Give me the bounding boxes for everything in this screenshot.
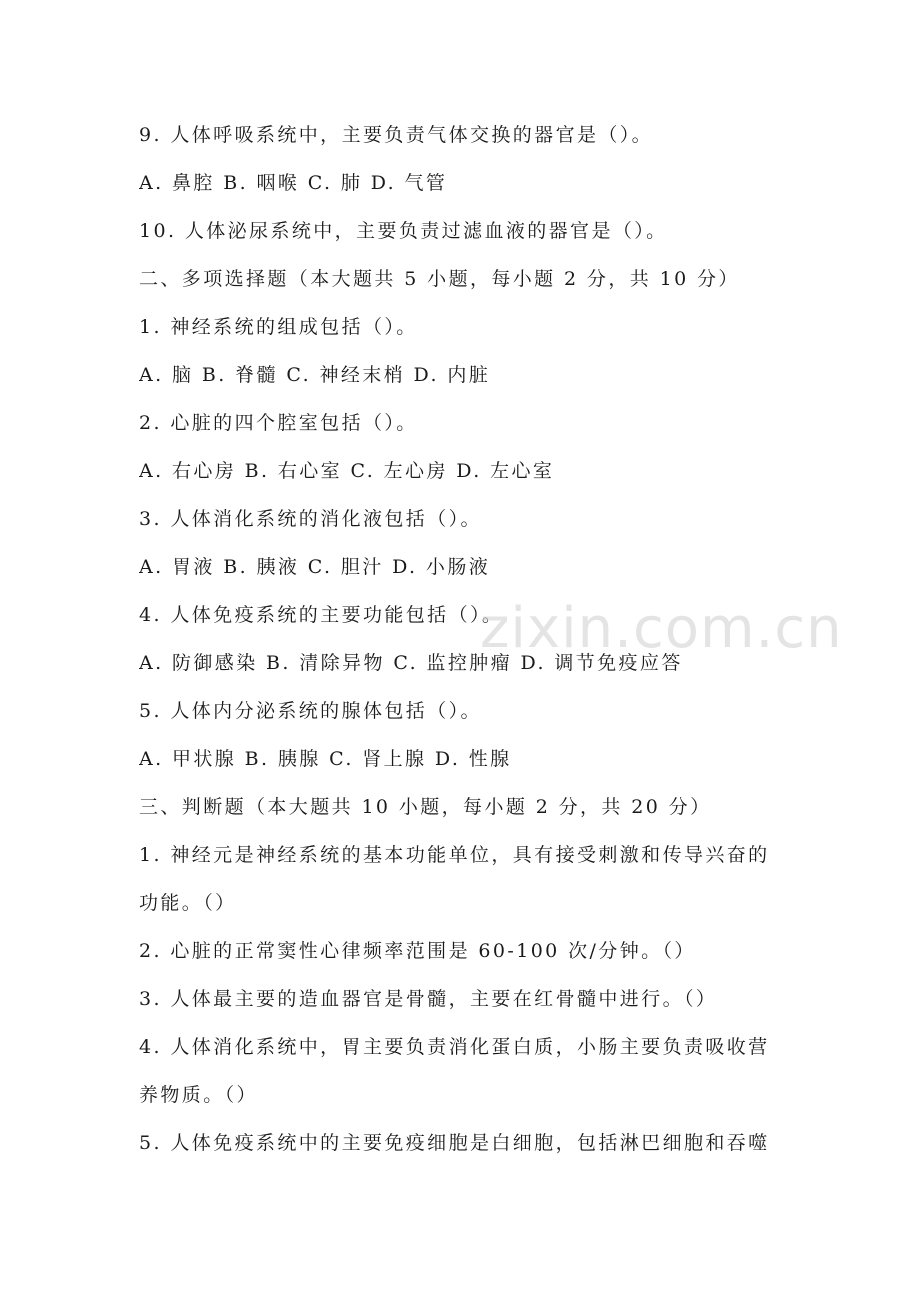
tf-question-1: 1. 神经元是神经系统的基本功能单位，具有接受刺激和传导兴奋的 (139, 844, 770, 866)
tf-question-2: 2. 心脏的正常窦性心律频率范围是 60-100 次/分钟。（） (139, 940, 696, 962)
tf-question-4: 4. 人体消化系统中，胃主要负责消化蛋白质，小肠主要负责吸收营 (139, 1036, 770, 1058)
question-10: 10. 人体泌尿系统中，主要负责过滤血液的器官是（）。 (139, 220, 668, 242)
document-body (139, 117, 784, 1173)
mc-question-2-options: A. 右心房 B. 右心室 C. 左心房 D. 左心室 (139, 460, 555, 482)
mc-question-3-options: A. 胃液 B. 胰液 C. 胆汁 D. 小肠液 (139, 556, 491, 578)
tf-question-4-continued: 养物质。（） (139, 1084, 258, 1106)
mc-question-4-options: A. 防御感染 B. 清除异物 C. 监控肿瘤 D. 调节免疫应答 (139, 652, 683, 674)
question-9-options: A. 鼻腔 B. 咽喉 C. 肺 D. 气管 (139, 172, 448, 194)
question-9: 9. 人体呼吸系统中，主要负责气体交换的器官是（）。 (139, 124, 654, 146)
tf-question-5: 5. 人体免疫系统中的主要免疫细胞是白细胞，包括淋巴细胞和吞噬 (139, 1132, 770, 1154)
section-heading-true-false: 三、判断题（本大题共 10 小题，每小题 2 分，共 20 分） (139, 796, 712, 818)
mc-question-1-options: A. 脑 B. 脊髓 C. 神经末梢 D. 内脏 (139, 364, 491, 386)
mc-question-5: 5. 人体内分泌系统的腺体包括（）。 (139, 700, 482, 722)
mc-question-1: 1. 神经系统的组成包括（）。 (139, 316, 418, 338)
tf-question-3: 3. 人体最主要的造血器官是骨髓，主要在红骨髓中进行。（） (139, 988, 718, 1010)
section-heading-multiple-choice: 二、多项选择题（本大题共 5 小题，每小题 2 分，共 10 分） (139, 268, 740, 290)
mc-question-4: 4. 人体免疫系统的主要功能包括（）。 (139, 604, 504, 626)
tf-question-1-continued: 功能。（） (139, 892, 237, 914)
mc-question-5-options: A. 甲状腺 B. 胰腺 C. 肾上腺 D. 性腺 (139, 748, 512, 770)
mc-question-2: 2. 心脏的四个腔室包括（）。 (139, 412, 418, 434)
mc-question-3: 3. 人体消化系统的消化液包括（）。 (139, 508, 482, 530)
watermark: zixin.com.cn (480, 596, 843, 661)
